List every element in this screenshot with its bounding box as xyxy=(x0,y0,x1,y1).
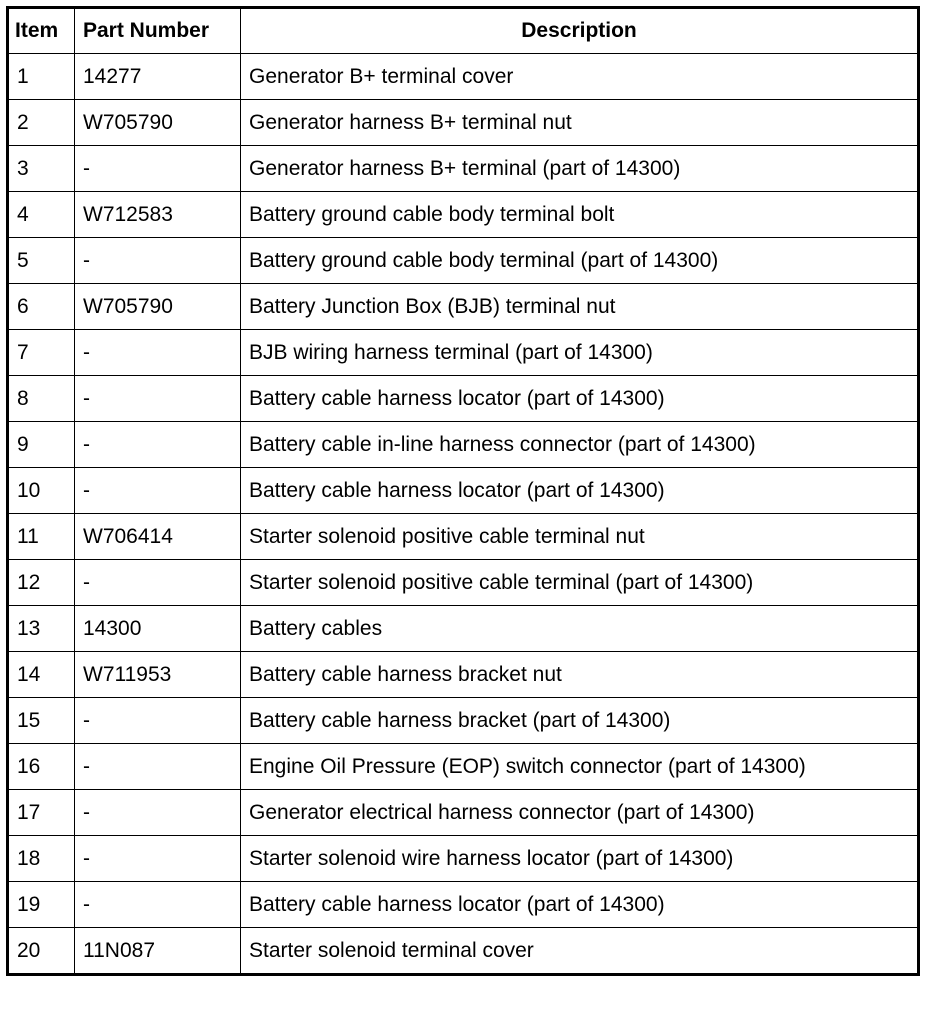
table-row xyxy=(8,422,919,468)
table-row xyxy=(8,330,919,376)
cell-part-number: - xyxy=(75,698,241,744)
cell-item: 1 xyxy=(8,54,75,100)
table-row xyxy=(8,882,919,928)
cell-description: Battery cable harness bracket nut xyxy=(241,652,919,698)
cell-item: 16 xyxy=(8,744,75,790)
table-row xyxy=(8,836,919,882)
table-body xyxy=(8,54,919,975)
table-row xyxy=(8,192,919,238)
cell-description: Starter solenoid wire harness locator (part of 14300) xyxy=(241,836,919,882)
cell-part-number: - xyxy=(75,238,241,284)
cell-description: Battery cable harness bracket (part of 14300) xyxy=(241,698,919,744)
cell-item: 15 xyxy=(8,698,75,744)
cell-item: 5 xyxy=(8,238,75,284)
cell-item: 20 xyxy=(8,928,75,975)
table-row xyxy=(8,468,919,514)
cell-item: 14 xyxy=(8,652,75,698)
table-row xyxy=(8,376,919,422)
header-part-number: Part Number xyxy=(75,8,241,54)
cell-description: Battery ground cable body terminal bolt xyxy=(241,192,919,238)
cell-description: Battery cable harness locator (part of 14300) xyxy=(241,882,919,928)
table-row xyxy=(8,606,919,652)
cell-description: Generator electrical harness connector (part of 14300) xyxy=(241,790,919,836)
cell-item: 11 xyxy=(8,514,75,560)
cell-part-number: 14300 xyxy=(75,606,241,652)
cell-item: 9 xyxy=(8,422,75,468)
cell-description: BJB wiring harness terminal (part of 14300) xyxy=(241,330,919,376)
cell-part-number: - xyxy=(75,376,241,422)
cell-description: Battery cable harness locator (part of 14300) xyxy=(241,376,919,422)
cell-description: Generator harness B+ terminal (part of 14300) xyxy=(241,146,919,192)
cell-part-number: - xyxy=(75,882,241,928)
cell-part-number: - xyxy=(75,422,241,468)
cell-part-number: - xyxy=(75,560,241,606)
cell-part-number: - xyxy=(75,468,241,514)
cell-description: Starter solenoid positive cable terminal (part of 14300) xyxy=(241,560,919,606)
table-row xyxy=(8,54,919,100)
cell-part-number: W711953 xyxy=(75,652,241,698)
cell-description: Battery ground cable body terminal (part of 14300) xyxy=(241,238,919,284)
cell-description: Generator B+ terminal cover xyxy=(241,54,919,100)
cell-description: Generator harness B+ terminal nut xyxy=(241,100,919,146)
table-row xyxy=(8,100,919,146)
table-row xyxy=(8,790,919,836)
cell-item: 18 xyxy=(8,836,75,882)
table-row xyxy=(8,744,919,790)
cell-item: 4 xyxy=(8,192,75,238)
cell-part-number: W712583 xyxy=(75,192,241,238)
cell-description: Battery cables xyxy=(241,606,919,652)
cell-item: 8 xyxy=(8,376,75,422)
table-row xyxy=(8,652,919,698)
cell-item: 2 xyxy=(8,100,75,146)
cell-part-number: - xyxy=(75,146,241,192)
cell-description: Engine Oil Pressure (EOP) switch connector (part of 14300) xyxy=(241,744,919,790)
cell-item: 7 xyxy=(8,330,75,376)
cell-part-number: - xyxy=(75,330,241,376)
cell-description: Battery cable harness locator (part of 14300) xyxy=(241,468,919,514)
cell-item: 3 xyxy=(8,146,75,192)
cell-item: 12 xyxy=(8,560,75,606)
cell-part-number: 14277 xyxy=(75,54,241,100)
table-row xyxy=(8,560,919,606)
table-row xyxy=(8,698,919,744)
cell-part-number: - xyxy=(75,744,241,790)
cell-item: 10 xyxy=(8,468,75,514)
cell-description: Starter solenoid positive cable terminal nut xyxy=(241,514,919,560)
cell-part-number: - xyxy=(75,790,241,836)
table-row xyxy=(8,146,919,192)
cell-item: 6 xyxy=(8,284,75,330)
table-row xyxy=(8,284,919,330)
cell-description: Starter solenoid terminal cover xyxy=(241,928,919,975)
cell-item: 13 xyxy=(8,606,75,652)
cell-part-number: W706414 xyxy=(75,514,241,560)
table-row xyxy=(8,928,919,975)
cell-description: Battery Junction Box (BJB) terminal nut xyxy=(241,284,919,330)
table-row xyxy=(8,514,919,560)
header-item: Item xyxy=(8,8,75,54)
table-header-row xyxy=(8,8,919,54)
header-description: Description xyxy=(241,8,919,54)
cell-item: 19 xyxy=(8,882,75,928)
cell-part-number: W705790 xyxy=(75,100,241,146)
cell-description: Battery cable in-line harness connector (part of 14300) xyxy=(241,422,919,468)
cell-part-number: - xyxy=(75,836,241,882)
cell-item: 17 xyxy=(8,790,75,836)
cell-part-number: 11N087 xyxy=(75,928,241,975)
cell-part-number: W705790 xyxy=(75,284,241,330)
parts-table xyxy=(6,6,920,976)
table-row xyxy=(8,238,919,284)
